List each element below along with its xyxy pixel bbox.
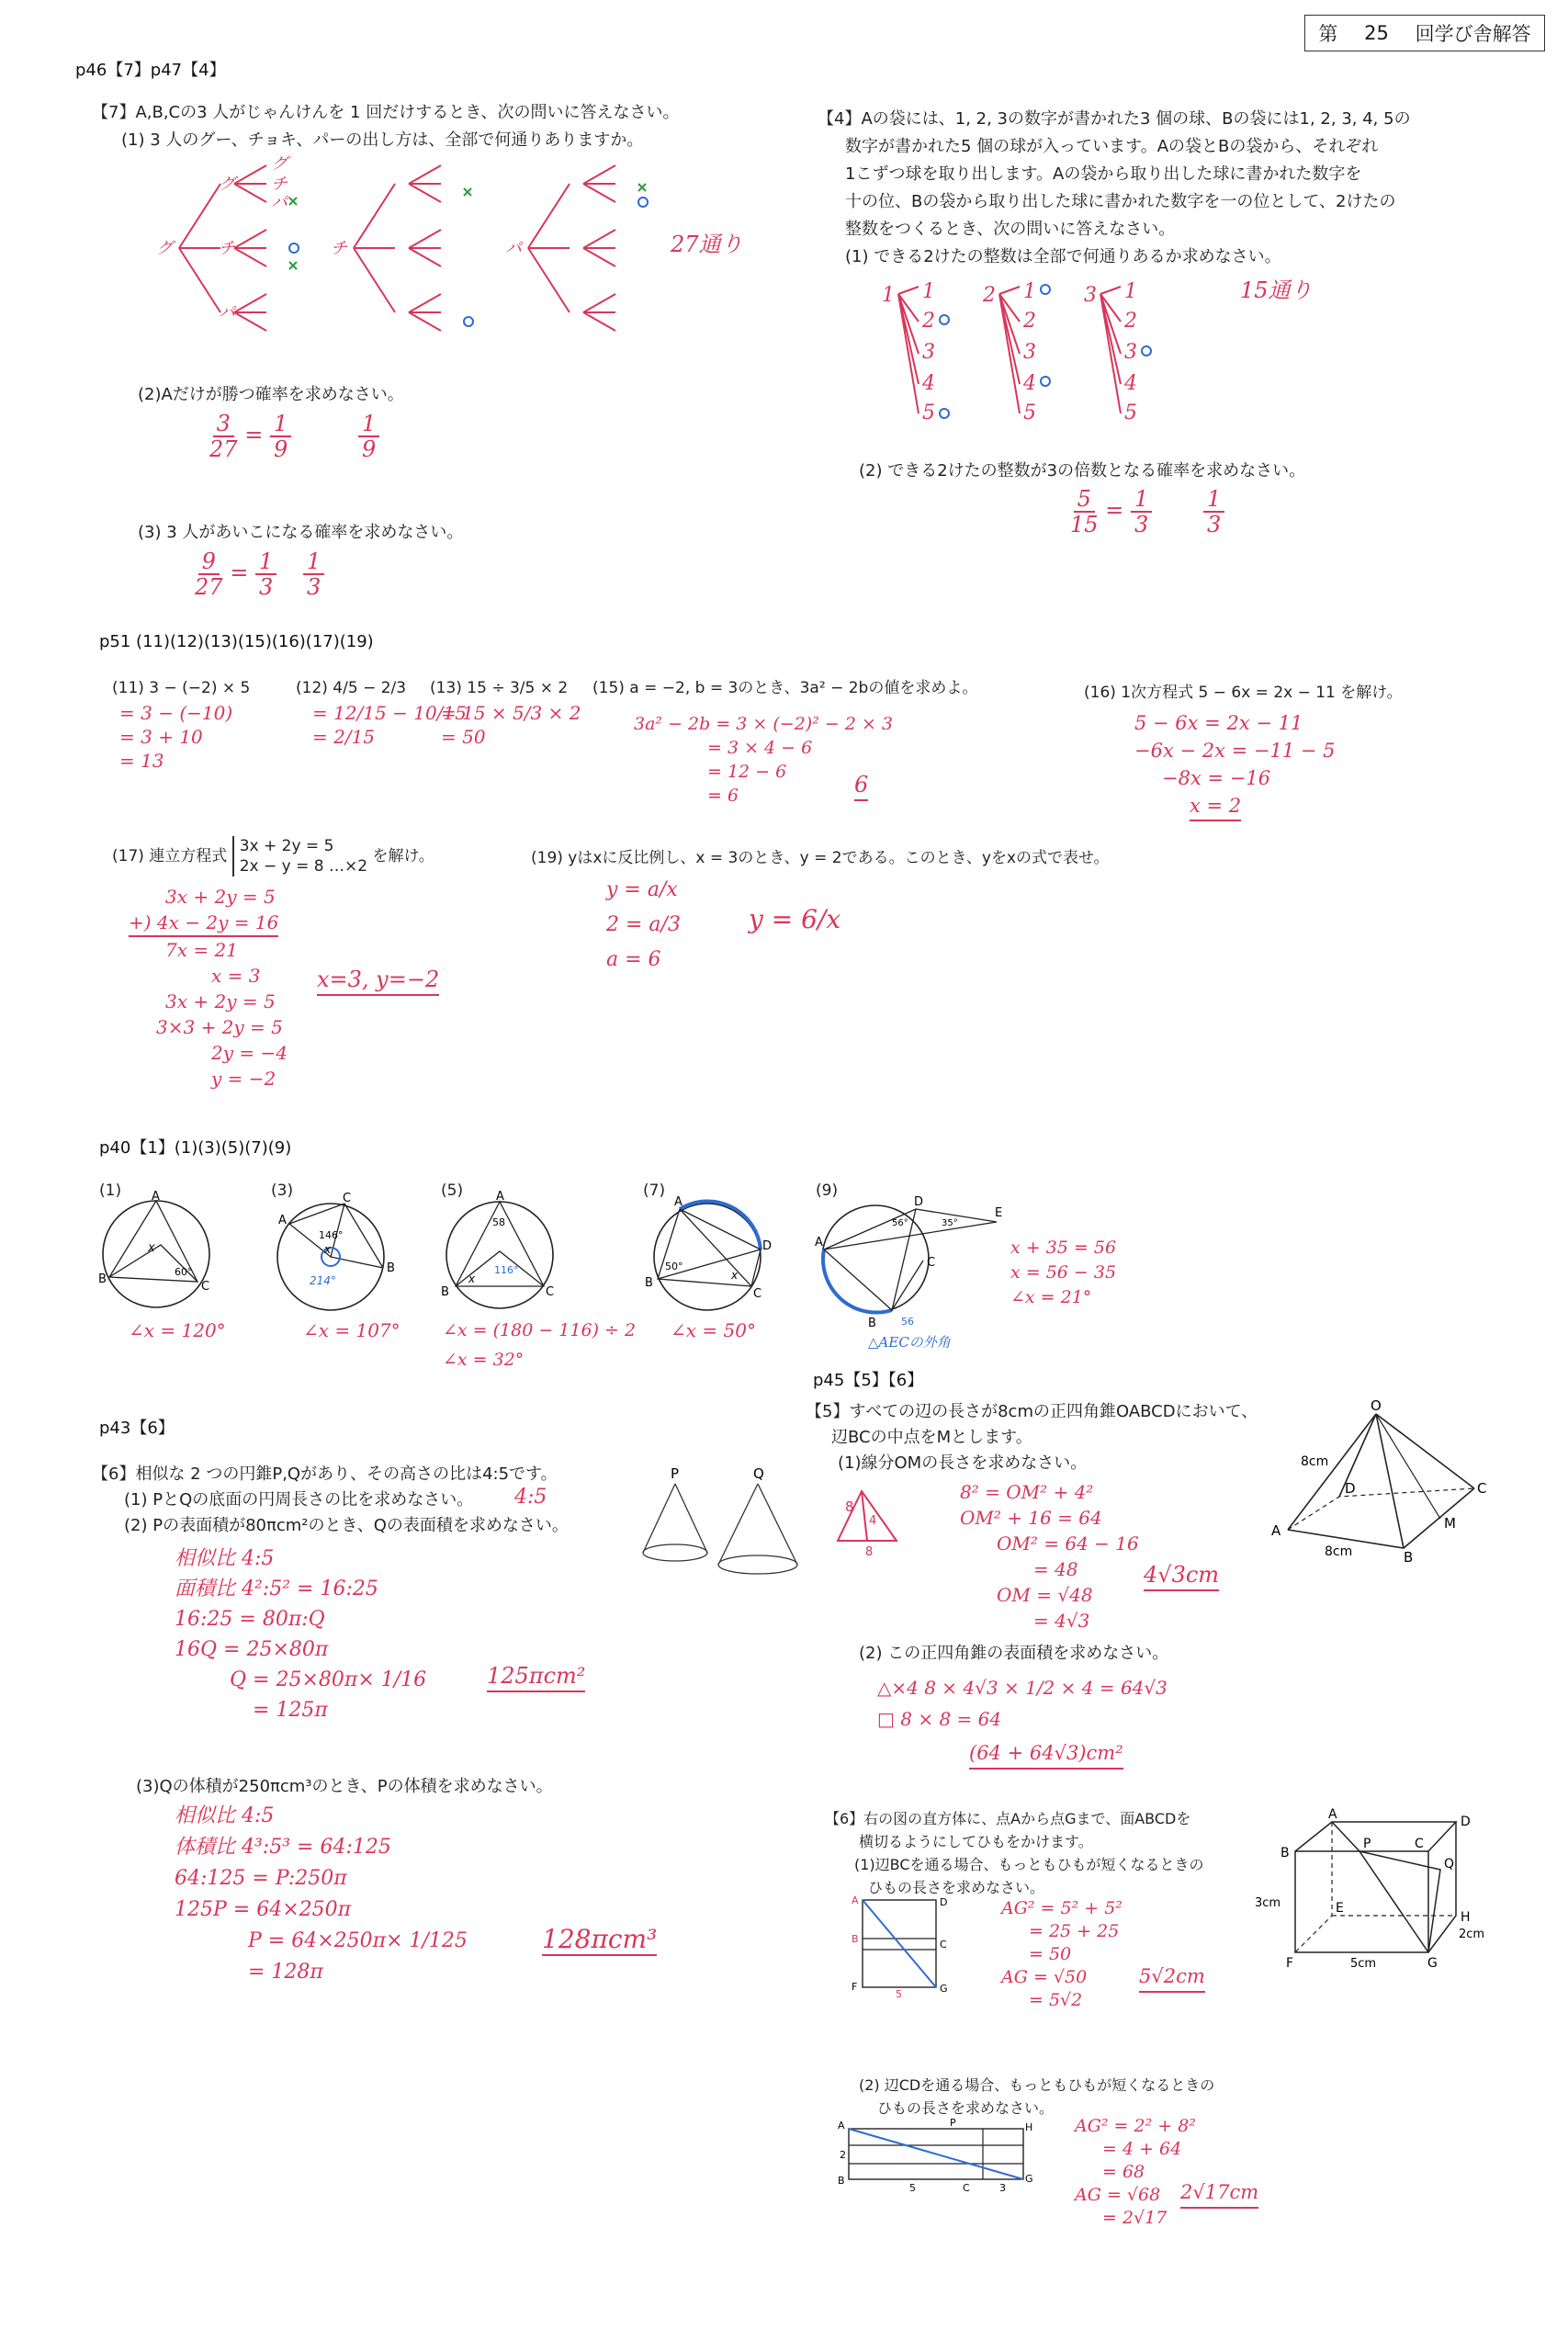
q15-work: 3a² − 2b = 3 × (−2)² − 2 × 3 = 3 × 4 − 6 = 12 − 6 = 6: [634, 714, 893, 806]
q4-stem-2: 数字が書かれた5 個の球が入っています。Aの袋とBの袋から、それぞれ: [845, 137, 1379, 156]
svg-text:2: 2: [1124, 310, 1137, 333]
header-title: 回学び舎解答: [1415, 23, 1531, 45]
tree-leaf-1: グ: [271, 154, 288, 174]
tree-root-1: グ: [156, 239, 173, 258]
q7-part2: (2)Aだけが勝つ確率を求めなさい。: [138, 385, 404, 404]
q17-answer: x=3, y=−2: [317, 965, 439, 996]
q4-root-2: 2: [983, 284, 996, 307]
q6-cuboid-answer-2: 2√17cm: [1180, 2177, 1258, 2209]
q4-stem-3: 1こずつ球を取り出します。Aの袋から取り出した球に書かれた数字を: [845, 164, 1362, 184]
svg-text:D: D: [914, 1195, 924, 1209]
svg-text:C: C: [546, 1285, 555, 1299]
tree-leaf-3: パ: [271, 193, 288, 212]
section-label-2: p51 (11)(12)(13)(15)(16)(17)(19): [99, 632, 374, 651]
circle-7-answer: ∠x = 50°: [671, 1319, 756, 1341]
q6-cuboid-answer-1: 5√2cm: [1139, 1962, 1205, 1993]
svg-text:C: C: [1477, 1480, 1487, 1497]
circle-figure-9: [813, 1194, 1001, 1332]
q6-cuboid-stem-2: 横切るようにしてひもをかけます。: [859, 1833, 1093, 1850]
svg-text:2cm: 2cm: [1459, 1928, 1485, 1941]
q4-answer-1: 15通り: [1240, 277, 1313, 303]
q12-question: (12) 4/5 − 2/3: [296, 679, 407, 697]
svg-text:A: A: [496, 1190, 504, 1204]
svg-text:35°: 35°: [942, 1218, 958, 1228]
svg-text:C: C: [1415, 1837, 1424, 1851]
q4-stem-4: 十の位、Bの袋から取り出した球に書かれた数字を一の位として、2けたの: [845, 192, 1396, 211]
q6-cone-part3: (3)Qの体積が250πcm³のとき、Pの体積を求めなさい。: [136, 1777, 553, 1796]
q6-cone-part1: (1) PとQの底面の円周長さの比を求めなさい。: [124, 1490, 474, 1510]
circle-figure-3: [271, 1194, 400, 1318]
tree-mid-3: パ: [219, 303, 235, 322]
q7-work-3: $\frac{9}{27}$ = $\frac{1}{3}$: [195, 549, 276, 599]
svg-text:3: 3: [922, 341, 935, 364]
svg-text:5cm: 5cm: [1350, 1957, 1377, 1971]
svg-text:3: 3: [1124, 341, 1137, 364]
svg-text:4: 4: [1023, 372, 1036, 395]
svg-text:A: A: [674, 1195, 682, 1209]
svg-text:A: A: [852, 1894, 859, 1906]
svg-text:4: 4: [869, 1514, 877, 1528]
q11-work: = 3 − (−10) = 3 + 10 = 13: [119, 702, 233, 772]
svg-text:Q: Q: [1444, 1857, 1455, 1871]
tree-root-3: パ: [505, 239, 522, 258]
circle-figure-5: [439, 1190, 568, 1318]
q6-cone-work-3: 相似比 4:5 体積比 4³:5³ = 64:125 64:125 = P:250π 125P = 64×250π P = 64×250π× 1/125 = 128π: [175, 1804, 468, 1984]
svg-text:x: x: [324, 1243, 332, 1256]
svg-text:A: A: [152, 1190, 160, 1204]
q15-question: (15) a = −2, b = 3のとき、3a² − 2bの値を求めよ。: [592, 679, 978, 697]
svg-text:E: E: [1336, 1901, 1344, 1916]
svg-text:B: B: [98, 1272, 107, 1286]
svg-text:A: A: [815, 1236, 823, 1250]
q4-stem-5: 整数をつくるとき、次の問いに答えなさい。: [845, 220, 1176, 239]
header-number: 25: [1364, 22, 1389, 44]
q6-cone-work-2: 相似比 4:5 面積比 4²:5² = 16:25 16:25 = 80π:Q 16Q = 25×80π Q = 25×80π× 1/16 = 125π: [175, 1547, 427, 1722]
svg-text:B: B: [1404, 1549, 1414, 1566]
svg-text:1: 1: [1023, 280, 1036, 303]
q7-answer-3: $\frac{1}{3}$: [303, 549, 324, 599]
svg-text:B: B: [868, 1317, 876, 1330]
svg-text:H: H: [1461, 1910, 1471, 1925]
svg-text:M: M: [1444, 1515, 1456, 1532]
q7-answer-2: $\frac{1}{9}$: [358, 412, 379, 461]
q6-cone-part2: (2) Pの表面積が80πcm²のとき、Qの表面積を求めなさい。: [124, 1516, 569, 1535]
svg-text:5: 5: [1124, 401, 1137, 424]
q5-pyramid-stem-1: 【5】すべての辺の長さが8cmの正四角錐OABCDにおいて、: [806, 1402, 1258, 1421]
svg-text:214°: 214°: [310, 1274, 336, 1287]
section-label-5: p45【5】【6】: [813, 1371, 924, 1390]
q4-stem-1: 【4】Aの袋には、1, 2, 3の数字が書かれた3 個の球、Bの袋には1, 2, 3, 4, 5の: [818, 109, 1411, 129]
svg-text:50°: 50°: [665, 1261, 683, 1272]
svg-text:2: 2: [1023, 310, 1036, 333]
q5-pyramid-answer-1: 4√3cm: [1144, 1560, 1219, 1591]
q6-cuboid-part1: (1)辺BCを通る場合、もっともひもが短くなるときの: [854, 1856, 1204, 1873]
cones-figure: [634, 1465, 818, 1576]
cuboid-figure: [1249, 1807, 1525, 1975]
svg-text:C: C: [201, 1280, 210, 1294]
q5-pyramid-stem-2: 辺BCの中点をMとします。: [831, 1428, 1032, 1447]
circle-5-answer-1: ∠x = (180 − 116) ÷ 2: [443, 1320, 637, 1340]
q7-stem: 【7】A,B,Cの3 人がじゃんけんを 1 回だけするとき、次の問いに答えなさい。: [92, 103, 680, 122]
tree-group-3: [528, 165, 615, 331]
svg-text:1: 1: [922, 280, 935, 303]
svg-text:146°: 146°: [319, 1229, 344, 1241]
q19-answer: y = 6/x: [749, 904, 841, 934]
svg-text:B: B: [441, 1285, 449, 1299]
svg-text:E: E: [995, 1206, 1003, 1220]
svg-text:B: B: [645, 1276, 653, 1290]
q16-question: (16) 1次方程式 5 − 6x = 2x − 11 を解け。: [1084, 684, 1403, 702]
q5-pyramid-work-2: △×4 8 × 4√3 × 1/2 × 4 = 64√3 □ 8 × 8 = 64: [877, 1677, 1168, 1730]
svg-text:8cm: 8cm: [1325, 1544, 1353, 1559]
svg-text:116°: 116°: [494, 1264, 519, 1276]
circle-9-number: (9): [816, 1182, 839, 1200]
q7-work-2: $\frac{3}{27}$ = $\frac{1}{9}$: [209, 412, 291, 461]
q6-cuboid-stem-1: 【6】右の図の直方体に、点Aから点Gまで、面ABCDを: [825, 1810, 1191, 1827]
svg-text:C: C: [343, 1192, 352, 1205]
circle-3-number: (3): [271, 1182, 294, 1200]
svg-text:8cm: 8cm: [1301, 1454, 1329, 1469]
header-dai: 第: [1318, 23, 1338, 45]
svg-text:D: D: [762, 1239, 773, 1253]
svg-text:Q: Q: [753, 1465, 764, 1482]
pyramid-face-sketch: [825, 1484, 926, 1557]
cuboid-net-1: [850, 1893, 960, 1998]
svg-text:56: 56: [901, 1316, 914, 1328]
q6-cuboid-work-2: AG² = 2² + 8² = 4 + 64 = 68 AG = √68 = 2√17: [1075, 2116, 1196, 2228]
svg-text:P: P: [950, 2117, 956, 2129]
q15-answer: 6: [854, 770, 868, 801]
svg-text:F: F: [852, 1981, 858, 1993]
q4-work-2: $\frac{5}{15}$ = $\frac{1}{3}$: [1070, 487, 1152, 537]
circle-1-number: (1): [99, 1182, 122, 1200]
q5-pyramid-part2: (2) この正四角錐の表面積を求めなさい。: [859, 1644, 1169, 1663]
pyramid-figure: [1268, 1397, 1497, 1566]
svg-text:5: 5: [896, 1988, 902, 2000]
circle-9-note: △AECの外角: [868, 1334, 951, 1351]
svg-text:O: O: [1371, 1397, 1382, 1414]
q7-part3: (3) 3 人があいこになる確率を求めなさい。: [138, 523, 464, 542]
q6-cone-answer-2: 125πcm²: [487, 1661, 585, 1692]
q5-pyramid-answer-2: (64 + 64√3)cm²: [969, 1738, 1123, 1770]
q19-work: y = a/x 2 = a/3 a = 6: [606, 878, 681, 971]
circle-figure-1: [96, 1190, 220, 1314]
svg-text:56°: 56°: [892, 1218, 908, 1228]
q6-cone-stem: 【6】相似な 2 つの円錐P,Qがあり、その高さの比は4:5です。: [92, 1464, 558, 1484]
svg-text:x: x: [148, 1241, 155, 1255]
tree-leaf-2: チ: [271, 175, 288, 194]
q6-cuboid-work-1: AG² = 5² + 5² = 25 + 25 = 50 AG = √50 = 5√2: [1001, 1898, 1122, 2010]
svg-text:60°: 60°: [175, 1266, 193, 1278]
section-label-3: p40【1】(1)(3)(5)(7)(9): [99, 1138, 292, 1158]
svg-text:B: B: [852, 1933, 859, 1945]
q17-work: 3x + 2y = 5 +) 4x − 2y = 16 7x = 21 x = 3 3x + 2y = 5 3×3 + 2y = 5 2y = −4 y = −2: [129, 886, 288, 1090]
section-label-4: p43【6】: [99, 1419, 175, 1438]
q13-question: (13) 15 ÷ 3/5 × 2: [430, 679, 569, 697]
svg-text:4: 4: [1124, 372, 1137, 395]
svg-text:D: D: [940, 1896, 948, 1908]
q12-work: = 12/15 − 10/15 = 2/15: [312, 702, 467, 748]
svg-text:C: C: [963, 2182, 970, 2194]
circle-1-answer: ∠x = 120°: [129, 1319, 226, 1341]
q5-pyramid-part1: (1)線分OMの長さを求めなさい。: [838, 1453, 1088, 1473]
svg-text:3: 3: [999, 2182, 1006, 2194]
svg-text:8: 8: [845, 1498, 854, 1515]
q6-cuboid-part2: (2) 辺CDを通る場合、もっともひもが短くなるときの: [859, 2076, 1215, 2094]
svg-text:G: G: [1427, 1956, 1438, 1971]
circle-5-answer-2: ∠x = 32°: [443, 1350, 525, 1370]
svg-text:8: 8: [865, 1545, 874, 1559]
svg-text:G: G: [940, 1983, 948, 1995]
svg-text:F: F: [1286, 1956, 1294, 1971]
svg-text:1: 1: [1124, 280, 1137, 303]
section-label-1: p46【7】p47【4】: [75, 61, 226, 80]
svg-text:D: D: [1461, 1815, 1471, 1829]
svg-text:5: 5: [922, 401, 935, 424]
svg-text:2: 2: [840, 2149, 846, 2161]
q6-cone-answer-1: 4:5: [514, 1486, 547, 1509]
q7-answer-1: 27通り: [671, 232, 743, 257]
svg-text:A: A: [1328, 1807, 1337, 1822]
q16-work: 5 − 6x = 2x − 11 −6x − 2x = −11 − 5 −8x = −16 x = 2: [1134, 709, 1336, 821]
svg-text:G: G: [1025, 2173, 1033, 2185]
q5-pyramid-work-1: 8² = OM² + 4² OM² + 16 = 64 OM² = 64 − 16 = 48 OM = √48 = 4√3: [960, 1481, 1139, 1632]
q4-answer-2: $\frac{1}{3}$: [1203, 487, 1224, 537]
q4-tree-diagram: [882, 276, 1194, 423]
svg-text:5: 5: [909, 2182, 916, 2194]
svg-text:P: P: [1363, 1837, 1371, 1851]
circle-7-number: (7): [643, 1182, 666, 1200]
q7-part1: (1) 3 人のグー、チョキ、パーの出し方は、全部で何通りありますか。: [121, 130, 644, 150]
q4-root-3: 3: [1084, 284, 1097, 307]
tree-group-2: [354, 165, 441, 331]
q13-work: = 15 × 5/3 × 2 = 50: [441, 702, 581, 748]
circle-9-work: x + 35 = 56 x = 56 − 35 ∠x = 21°: [1010, 1238, 1117, 1307]
svg-text:C: C: [940, 1939, 947, 1951]
q6-cuboid-part2b: ひもの長さを求めなさい。: [877, 2099, 1055, 2117]
q4-root-1: 1: [882, 284, 895, 307]
svg-text:x: x: [468, 1272, 476, 1285]
q6-cuboid-part1b: ひもの長さを求めなさい。: [868, 1879, 1045, 1896]
circle-3-answer: ∠x = 107°: [303, 1319, 400, 1341]
tree-mid-2: チ: [219, 239, 235, 258]
svg-text:A: A: [838, 2120, 845, 2132]
svg-text:H: H: [1025, 2121, 1033, 2133]
svg-text:4: 4: [922, 372, 935, 395]
svg-text:B: B: [1280, 1846, 1290, 1860]
svg-text:A: A: [278, 1214, 287, 1227]
q7-tree-diagram: [156, 156, 689, 331]
svg-text:3cm: 3cm: [1255, 1896, 1281, 1910]
svg-text:B: B: [838, 2175, 845, 2187]
svg-text:C: C: [753, 1287, 762, 1301]
svg-text:x: x: [731, 1269, 739, 1282]
svg-text:D: D: [1345, 1480, 1356, 1497]
q4-part2: (2) できる2けたの整数が3の倍数となる確率を求めなさい。: [859, 461, 1306, 481]
tree-mid-1: グ: [219, 175, 235, 194]
svg-text:A: A: [1271, 1522, 1281, 1539]
cuboid-net-2: [836, 2118, 1043, 2196]
svg-text:5: 5: [1023, 401, 1036, 424]
svg-text:2: 2: [922, 310, 935, 333]
header-box: [1304, 15, 1545, 51]
svg-text:P: P: [671, 1465, 680, 1482]
q11-question: (11) 3 − (−2) × 5: [112, 679, 251, 697]
q17-question: (17) 連立方程式 3x + 2y = 5 2x − y = 8 …×2 を解け。: [112, 837, 434, 876]
svg-text:B: B: [387, 1261, 395, 1275]
tree-root-2: チ: [331, 239, 347, 258]
circle-figure-7: [643, 1194, 776, 1318]
q4-part1: (1) できる2けたの整数は全部で何通りあるか求めなさい。: [845, 247, 1281, 266]
q19-question: (19) yはxに反比例し、x = 3のとき、y = 2である。このとき、yをxの式で表せ。: [531, 849, 1110, 867]
svg-text:58: 58: [492, 1216, 505, 1228]
q6-cone-answer-3: 128πcm³: [542, 1924, 658, 1954]
svg-text:3: 3: [1023, 341, 1036, 364]
svg-text:C: C: [927, 1256, 936, 1270]
circle-5-number: (5): [441, 1182, 464, 1200]
